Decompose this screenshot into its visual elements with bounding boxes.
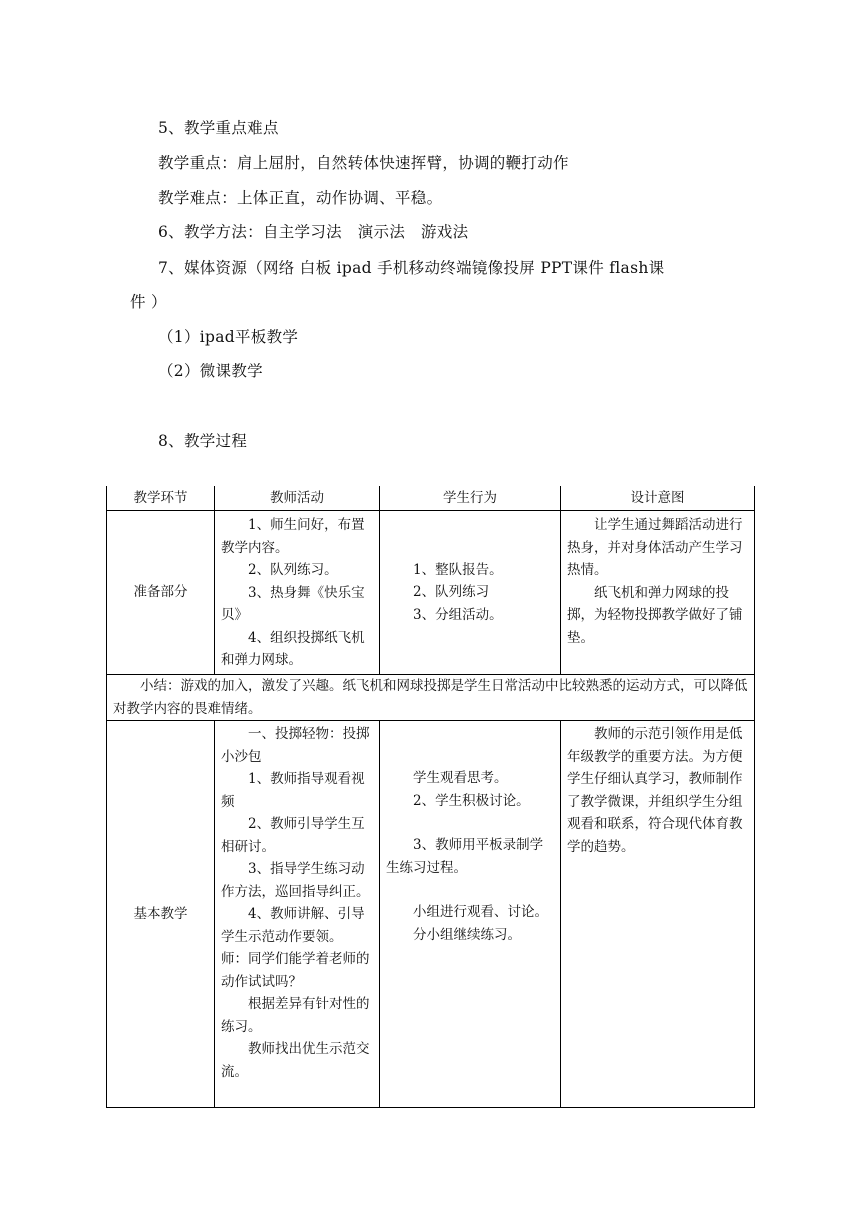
- prep-intent-cell: [561, 511, 755, 675]
- table-header-row: [107, 486, 755, 511]
- header-design-intent: 设计意图: [561, 486, 755, 511]
- basic-student-cell: [380, 721, 561, 1108]
- section-7-media-line1: 7、媒体资源（网络 白板 ipad 手机移动终端镜像投屏 PPT课件 flash课: [158, 259, 665, 277]
- phase-basic: 基本教学: [107, 721, 215, 1108]
- basic-student-item: 3、教师用平板录制学生练习过程。: [386, 837, 544, 876]
- basic-student-item: 学生观看思考。: [413, 770, 508, 786]
- section-8-title: 8、教学过程: [158, 432, 248, 450]
- basic-teacher-item: 1、教师指导观看视频: [221, 771, 365, 810]
- basic-student-item: 小组进行观看、讨论。: [413, 904, 548, 920]
- summary-text: 小结：游戏的加入，激发了兴趣。纸飞机和网球投掷是学生日常活动中比较熟悉的运动方式，可以降低对教学内容的畏难情绪。: [113, 678, 748, 717]
- basic-teacher-item: 2、教师引导学生互相研讨。: [221, 816, 365, 855]
- basic-teacher-item: 3、指导学生练习动作方法，巡回指导纠正。: [221, 861, 370, 900]
- prep-student-item: 2、队列练习: [413, 584, 490, 601]
- difficult-points: 教学难点：上体正直，动作协调、平稳。: [158, 189, 443, 207]
- section-5-title: 5、教学重点难点: [158, 119, 279, 137]
- basic-student-item: 分小组继续练习。: [413, 926, 521, 943]
- prep-teacher-item: 4、组织投掷纸飞机和弹力网球。: [221, 629, 365, 668]
- basic-teacher-cell: [215, 721, 380, 1108]
- prep-student-item: 1、整队报告。: [413, 561, 503, 578]
- basic-student-item: 2、学生积极讨论。: [413, 792, 530, 809]
- prep-intent-text: 纸飞机和弹力网球的投掷，为轻物投掷教学做好了铺垫。: [567, 584, 743, 646]
- basic-teacher-item: 教师找出优生示范交流。: [221, 1041, 370, 1080]
- phase-prep: 准备部分: [107, 511, 215, 675]
- basic-teacher-item: 师：同学们能学着老师的动作试试吗？: [221, 951, 370, 990]
- header-teacher-activity: 教师活动: [215, 486, 380, 511]
- prep-intent-text: 让学生通过舞蹈活动进行热身，并对身体活动产生学习热情。: [567, 517, 743, 578]
- prep-teacher-item: 3、热身舞《快乐宝贝》: [221, 584, 365, 623]
- key-points: 教学重点：肩上屈肘，自然转体快速挥臂，协调的鞭打动作: [158, 154, 569, 172]
- table-row-summary: [107, 675, 755, 721]
- basic-intent-text: 教师的示范引领作用是低年级教学的重要方法。为方便学生仔细认真学习，教师制作了教学微课，并组织学生分组观看和联系，符合现代体育教学的趋势。: [567, 726, 743, 855]
- teaching-process-table: [106, 486, 755, 1108]
- basic-teacher-item: 4、教师讲解、引导学生示范动作要领。: [221, 906, 365, 945]
- section-7-media-line2: 件 ）: [130, 293, 167, 311]
- section-6-methods: 6、教学方法：自主学习法 演示法 游戏法: [158, 223, 469, 241]
- media-item-microlesson: （2）微课教学: [158, 362, 263, 380]
- basic-intent-cell: [561, 721, 755, 1108]
- header-student-behavior: 学生行为: [380, 486, 561, 511]
- media-item-ipad: （1）ipad平板教学: [158, 328, 299, 346]
- summary-cell: [107, 675, 755, 721]
- prep-teacher-cell: [215, 511, 380, 675]
- header-phase: 教学环节: [107, 486, 215, 511]
- basic-teacher-item: 根据差异有针对性的练习。: [221, 996, 370, 1035]
- table-row-prep: [107, 511, 755, 675]
- prep-student-cell: [380, 511, 561, 675]
- basic-teacher-item: 一、投掷轻物：投掷小沙包: [221, 726, 370, 765]
- prep-student-item: 3、分组活动。: [413, 606, 503, 623]
- prep-teacher-item: 1、师生问好，布置教学内容。: [221, 517, 365, 556]
- prep-teacher-item: 2、队列练习。: [248, 562, 338, 578]
- table-row-basic: [107, 721, 755, 1108]
